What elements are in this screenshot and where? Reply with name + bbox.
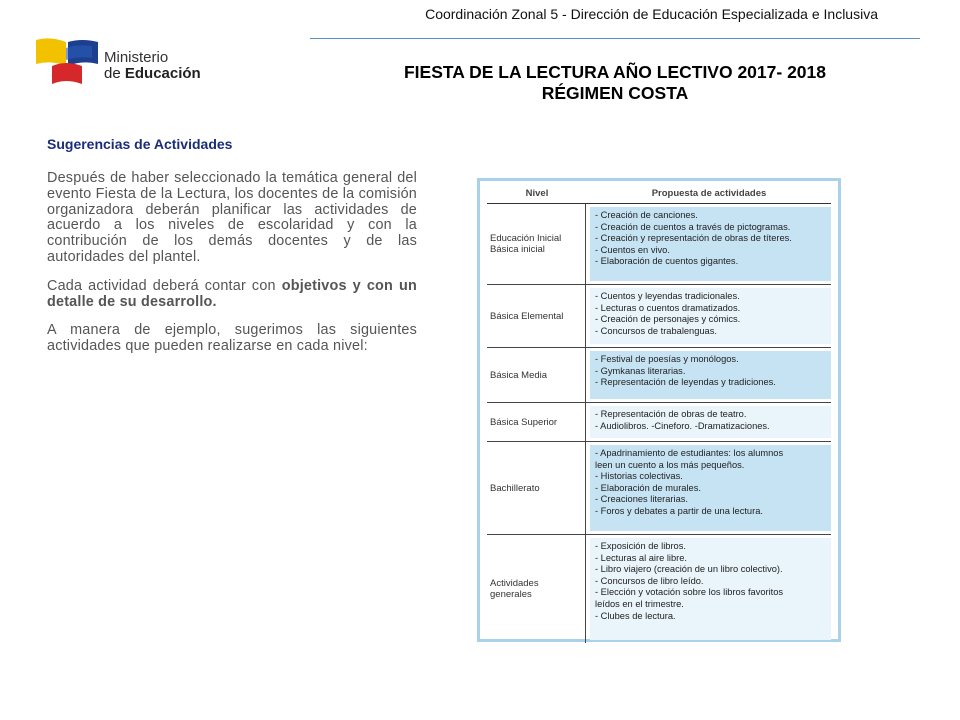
activity-item: - Creación de cuentos a través de pictogramas. [595, 221, 791, 232]
title-line-1: FIESTA DE LA LECTURA AÑO LECTIVO 2017- 2018 [403, 62, 827, 82]
activity-item: - Historias colectivas. [595, 471, 683, 482]
header-nivel: Nivel [525, 188, 549, 199]
activity-item: - Foros y debates a partir de una lectura. [595, 505, 763, 516]
table-row [487, 285, 831, 348]
activities-cell [586, 442, 831, 534]
level-cell [487, 403, 586, 441]
activities-list [590, 207, 831, 281]
section-subtitle: Sugerencias de Actividades [47, 136, 233, 152]
activity-item: - Libro viajero (creación de un libro colectivo). [595, 564, 783, 575]
level-cell [487, 204, 586, 284]
activity-item: - Elaboración de cuentos gigantes. [595, 256, 739, 267]
activity-item: - Lecturas o cuentos dramatizados. [595, 302, 741, 313]
table-row [487, 348, 831, 403]
activities-cell [586, 535, 831, 643]
level-label: Actividades generales [490, 578, 539, 600]
activities-table [487, 185, 831, 643]
activity-item: - Creaciones literarias. [595, 494, 689, 505]
activity-item: - Representación de obras de teatro. [595, 409, 747, 419]
activity-item: - Audiolibros. -Cineforo. -Dramatizaciones. [595, 420, 770, 431]
flag-emblem-icon [36, 38, 102, 88]
level-cell [487, 285, 586, 347]
level-label: Educación Inicial Básica inicial [490, 233, 562, 255]
table-header [487, 185, 831, 204]
activities-list [590, 351, 831, 399]
activity-item: - Lecturas al aire libre. [595, 552, 687, 563]
activities-list [590, 445, 831, 531]
activities-cell [586, 403, 831, 441]
activity-item: - Creación de personajes y cómics. [595, 314, 741, 325]
activity-item: - Cuentos y leyendas tradicionales. [595, 291, 740, 301]
activity-item: - Creación y representación de obras de títeres. [595, 233, 792, 244]
activities-cell [586, 285, 831, 347]
level-label: Bachillerato [490, 482, 540, 494]
level-cell [487, 442, 586, 534]
activity-item: - Concursos de trabalenguas. [595, 325, 717, 336]
table-row [487, 204, 831, 285]
paragraph-3: A manera de ejemplo, sugerimos las siguientes actividades que pueden realizarse en cada nivel: [47, 322, 417, 355]
level-label: Básica Media [490, 369, 548, 381]
paragraph-2: Cada actividad deberá contar con objetivos y con un detalle de su desarrollo. [47, 277, 417, 310]
logo-line-educacion: de Educación [104, 65, 201, 82]
activity-item: - Apadrinamiento de estudiantes: los alumnos [595, 448, 784, 458]
table-body [487, 204, 831, 643]
level-label: Básica Superior [490, 416, 558, 428]
activity-item: - Elección y votación sobre los libros favoritos [595, 587, 784, 598]
activities-table-image [477, 178, 841, 642]
page-title [340, 62, 890, 104]
activity-item: - Cuentos en vivo. [595, 244, 670, 255]
activity-item: - Concursos de libro leído. [595, 575, 704, 586]
paragraph-1: Después de haber seleccionado la temática general del evento Fiesta de la Lectura, los docentes de la comisión organizadora deberán planificar las actividades de acuerdo a los niveles de escolaridad y con la contribución de los demás docentes y de las autoridades del plantel. [47, 170, 417, 265]
table-row [487, 403, 831, 442]
coordination-header: Coordinación Zonal 5 - Dirección de Educación Especializada e Inclusiva [425, 6, 878, 22]
header-propuesta: Propuesta de actividades [651, 188, 767, 199]
activity-item: leen un cuento a los más pequeños. [595, 459, 745, 470]
logo-line-ministerio: Ministerio [104, 49, 169, 66]
level-cell [487, 348, 586, 402]
level-cell [487, 535, 586, 643]
activity-item: - Clubes de lectura. [595, 610, 676, 621]
activity-item: - Representación de leyendas y tradiciones. [595, 377, 776, 388]
activities-list [590, 538, 831, 640]
section-body [47, 171, 417, 368]
activity-item: leídos en el trimestre. [595, 598, 684, 609]
activity-item: - Exposición de libros. [595, 541, 686, 551]
activity-item: - Gymkanas literarias. [595, 365, 686, 376]
logo-wordmark [104, 50, 201, 82]
title-line-2: RÉGIMEN COSTA [541, 83, 689, 103]
activity-item: - Creación de canciones. [595, 210, 698, 220]
activity-item: - Elaboración de murales. [595, 482, 701, 493]
level-label: Básica Elemental [490, 310, 564, 322]
ministerio-logo [36, 36, 216, 96]
activities-list [590, 406, 831, 438]
table-row [487, 442, 831, 535]
activities-cell [586, 204, 831, 284]
activities-list [590, 288, 831, 344]
activities-cell [586, 348, 831, 402]
table-row [487, 535, 831, 643]
header-divider [310, 38, 920, 39]
activity-item: - Festival de poesías y monólogos. [595, 354, 739, 364]
